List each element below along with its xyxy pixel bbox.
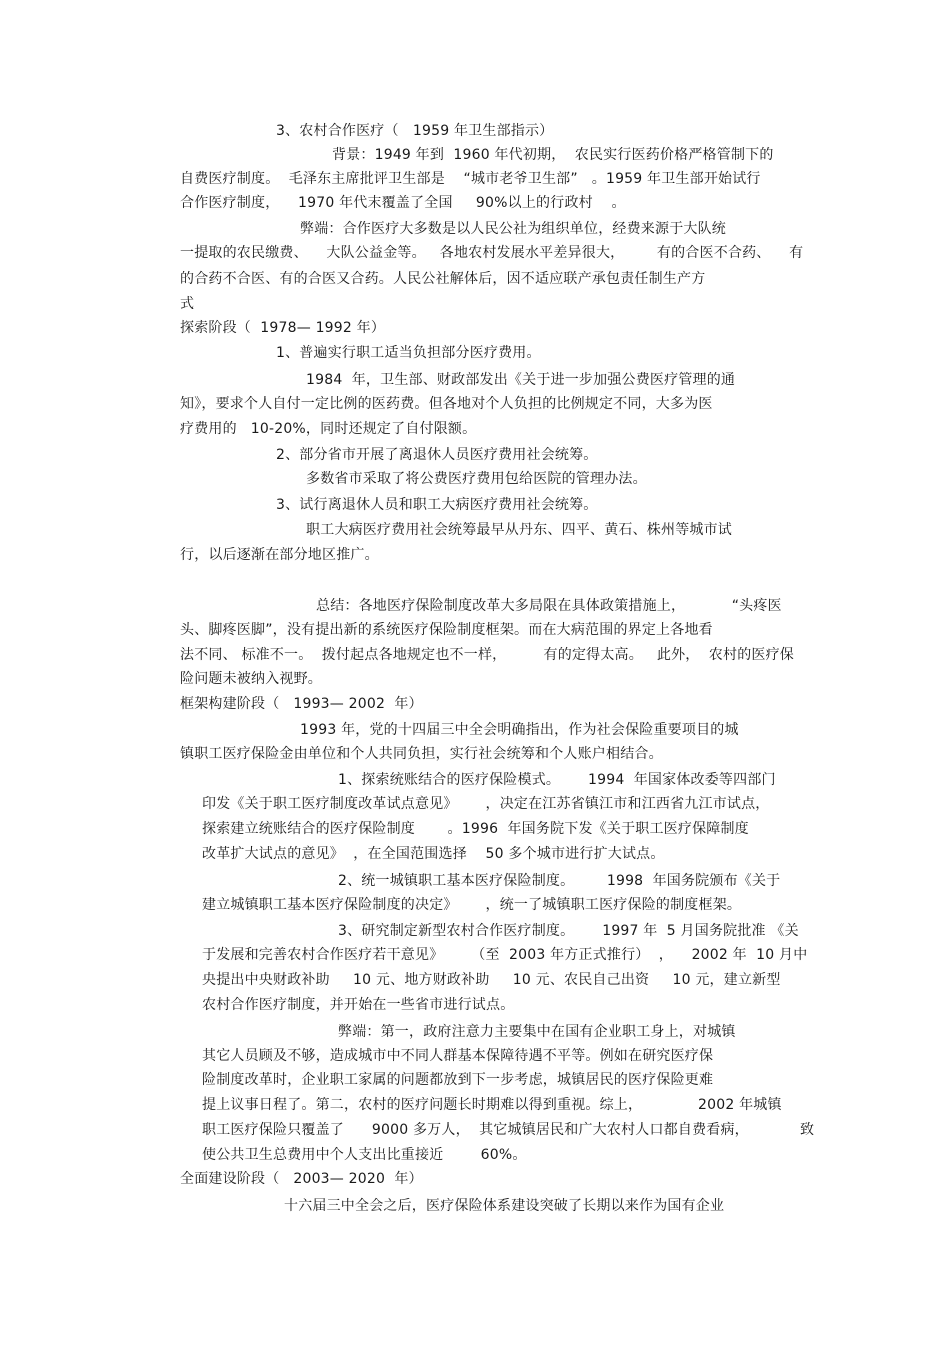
text-line: 3、研究制定新型农村合作医疗制度。 1997 年 5 月国务院批准 《关: [338, 923, 799, 939]
text-line: 探索建立统账结合的医疗保险制度 。1996 年国务院下发《关于职工医疗保障制度: [202, 821, 749, 837]
text-line: 一提取的农民缴费、 大队公益金等。 各地农村发展水平差异很大， 有的合医不合药、 有: [180, 245, 804, 261]
text-line: 镇职工医疗保险金由单位和个人共同负担，实行社会统筹和个人账户相结合。: [180, 746, 663, 762]
text-line: 合作医疗制度， 1970 年代末覆盖了全国 90%以上的行政村 。: [180, 195, 626, 211]
text-line: 3、农村合作医疗（ 1959 年卫生部指示）: [276, 123, 554, 139]
text-line: 险问题未被纳入视野。: [180, 671, 322, 687]
text-line: 多数省市采取了将公费医疗费用包给医院的管理办法。: [306, 471, 647, 487]
text-line: 背景：1949 年到 1960 年代初期， 农民实行医药价格严格管制下的: [332, 147, 774, 163]
text-line: 式: [180, 296, 195, 312]
section-heading: 探索阶段（ 1978— 1992 年）: [180, 320, 386, 336]
text-line: 弊端：合作医疗大多数是以人民公社为组织单位，经费来源于大队统: [300, 221, 726, 237]
text-line: 提上议事日程了。第二，农村的医疗问题长时期难以得到重视。综上， 2002 年城镇: [202, 1097, 782, 1113]
text-line: 法不同、 标准不一。 拨付起点各地规定也不一样， 有的定得太高。 此外， 农村的医疗保: [180, 647, 795, 663]
text-line: 总结：各地医疗保险制度改革大多局限在具体政策措施上， “头疼医: [316, 598, 782, 614]
text-line: 1993 年，党的十四届三中全会明确指出，作为社会保险重要项目的城: [300, 722, 739, 738]
text-line: 2、统一城镇职工基本医疗保险制度。 1998 年国务院颁布《关于: [338, 873, 781, 889]
text-line: 3、试行离退休人员和职工大病医疗费用社会统筹。: [276, 497, 598, 513]
section-heading: 全面建设阶段（ 2003— 2020 年）: [180, 1171, 423, 1187]
text-line: 职工大病医疗费用社会统筹最早从丹东、四平、黄石、株州等城市试: [306, 522, 732, 538]
text-line: 其它人员顾及不够，造成城市中不同人群基本保障待遇不平等。例如在研究医疗保: [202, 1048, 714, 1064]
text-line: 知》，要求个人自付一定比例的医药费。但各地对个人负担的比例规定不同，大多为医: [180, 396, 713, 412]
text-line: 1、探索统账结合的医疗保险模式。 1994 年国家体改委等四部门: [338, 772, 776, 788]
text-line: 职工医疗保险只覆盖了 9000 多万人， 其它城镇居民和广大农村人口都自费看病， 致: [202, 1122, 815, 1138]
text-line: 的合药不合医、有的合医又合药。人民公社解体后，因不适应联产承包责任制生产方: [180, 271, 706, 287]
text-line: 建立城镇职工基本医疗保险制度的决定》 ，统一了城镇职工医疗保险的制度框架。: [202, 897, 742, 913]
text-line: 农村合作医疗制度，并开始在一些省市进行试点。: [202, 997, 515, 1013]
text-line: 使公共卫生总费用中个人支出比重接近 60%。: [202, 1147, 527, 1163]
text-line: 疗费用的 10-20%，同时还规定了自付限额。: [180, 421, 477, 437]
text-line: 于发展和完善农村合作医疗若干意见》 （至 2003 年方正式推行） ， 2002 年 10 月中: [202, 947, 808, 963]
text-line: 十六届三中全会之后，医疗保险体系建设突破了长期以来作为国有企业: [284, 1198, 725, 1214]
text-line: 行，以后逐渐在部分地区推广。: [180, 547, 379, 563]
section-heading: 框架构建阶段（ 1993— 2002 年）: [180, 696, 423, 712]
text-line: 1、普遍实行职工适当负担部分医疗费用。: [276, 345, 541, 361]
text-line: 2、部分省市开展了离退休人员医疗费用社会统筹。: [276, 447, 598, 463]
text-line: 1984 年，卫生部、财政部发出《关于进一步加强公费医疗管理的通: [306, 372, 736, 388]
text-line: 险制度改革时，企业职工家属的问题都放到下一步考虑，城镇居民的医疗保险更难: [202, 1072, 714, 1088]
text-line: 央提出中央财政补助 10 元、地方财政补助 10 元、农民自己出资 10 元，建立新型: [202, 972, 781, 988]
text-line: 自费医疗制度。 毛泽东主席批评卫生部是 “城市老爷卫生部” 。1959 年卫生部开始试行: [180, 171, 761, 187]
text-line: 印发《关于职工医疗制度改革试点意见》 ，决定在江苏省镇江市和江西省九江市试点，: [202, 796, 770, 812]
text-line: 弊端：第一，政府注意力主要集中在国有企业职工身上，对城镇: [338, 1024, 736, 1040]
text-line: 改革扩大试点的意见》 ，在全国范围选择 50 多个城市进行扩大试点。: [202, 846, 665, 862]
text-line: 头、脚疼医脚”，没有提出新的系统医疗保险制度框架。而在大病范围的界定上各地看: [180, 622, 713, 638]
